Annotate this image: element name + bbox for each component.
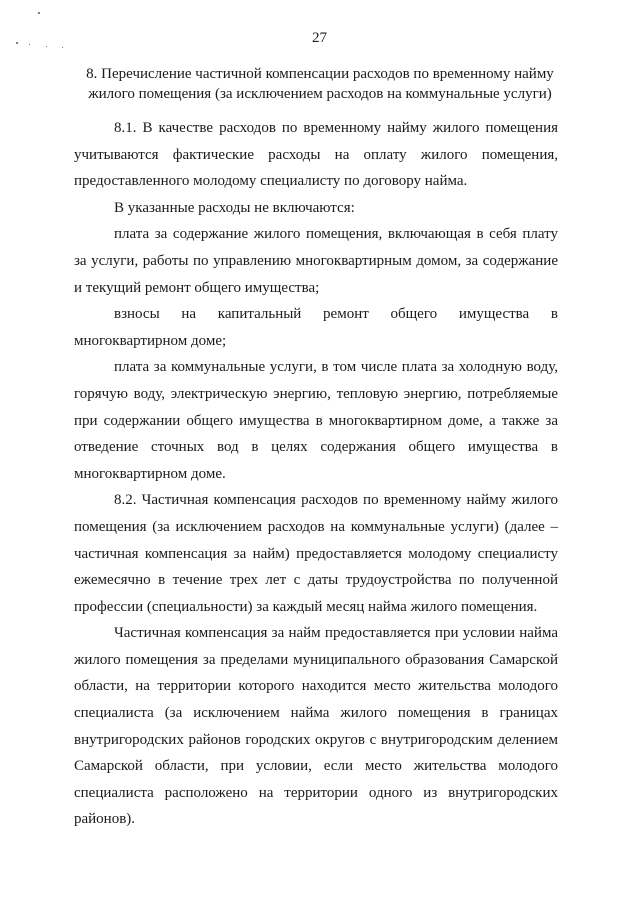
paragraph-rent-condition: Частичная компенсация за найм предоставляется при условии найма жилого помещения за пределами муниципального образования Самарской области, на территории которого находится место жительства молодого специалиста (за исключением найма жилого помещения в границах внутригородских районов городских округов с внутригородским делением Самарской области, при условии, если место жительства молодого специалиста расположено на территории одного из внутригородских районов). — [74, 625, 558, 828]
paragraph-utilities-fee: плата за коммунальные услуги, в том числе плата за холодную воду, горячую воду, электрическую энергию, тепловую энергию, потребляемые при содержании общего имущества в многоквартирном доме, а также за отведение сточных вод в целях содержания общего имущества в многоквартирном доме. — [74, 359, 558, 482]
paragraph-8-2: 8.2. Частичная компенсация расходов по временному найму жилого помещения (за исключением расходов на коммунальные услуги) (далее – частичная компенсация за найм) предоставляется молодому специалисту ежемесячно в течение трех лет с даты трудоустройства по полученной профессии (специальности) за каждый месяц найма жилого помещения. — [74, 492, 558, 615]
paragraph-8-1: 8.1. В качестве расходов по временному найму жилого помещения учитываются фактические расходы на оплату жилого помещения, предоставленного молодому специалисту по договору найма. — [74, 120, 558, 190]
section-heading: 8. Перечисление частичной компенсации расходов по временному найму жилого помещения (за исключением расходов на коммунальные услуги) — [86, 66, 554, 102]
scan-speck — [62, 47, 63, 48]
scan-speck — [38, 12, 40, 14]
paragraph-maintenance-fee: плата за содержание жилого помещения, включающая в себя плату за услуги, работы по управлению многоквартирным домом, за содержание и текущий ремонт общего имущества; — [74, 226, 558, 296]
page-number: 27 — [312, 30, 327, 46]
document-body — [74, 115, 558, 833]
paragraph-capital-repair: взносы на капитальный ремонт общего имущества в многоквартирном доме; — [74, 306, 558, 349]
paragraph-exclusions-intro: В указанные расходы не включаются: — [114, 199, 355, 216]
